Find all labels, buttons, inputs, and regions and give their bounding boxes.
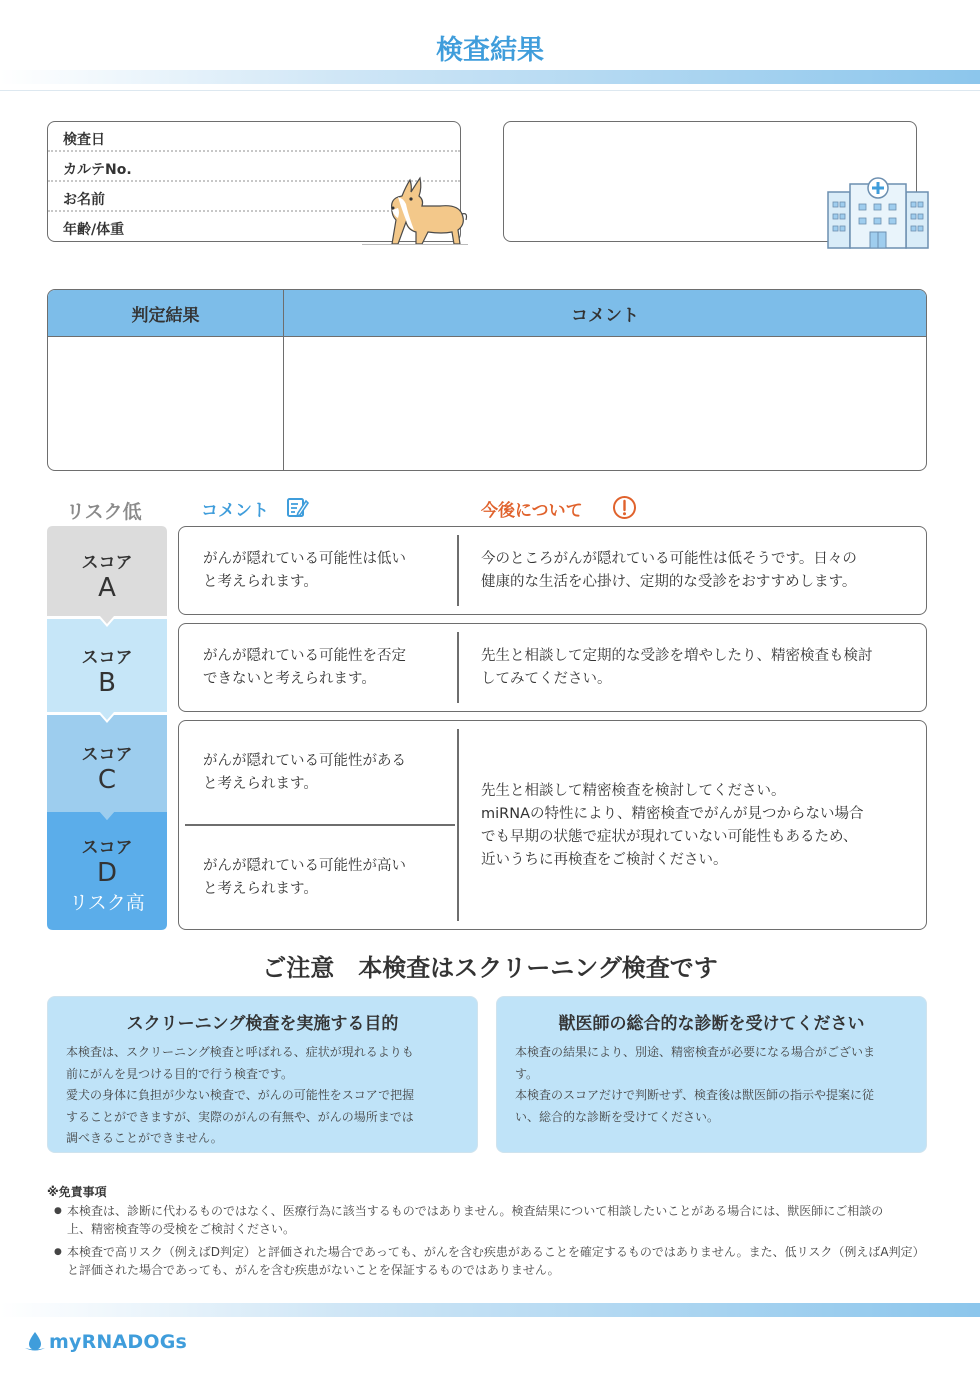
judgement-cell[interactable] — [48, 337, 284, 471]
score-c-value: C — [97, 765, 117, 795]
score-b-comment-line2: できないと考えられます。 — [203, 671, 376, 687]
comment-header: コメント — [571, 305, 639, 326]
score-cd-future-line3: でも早期の状態で症状が現れていない可能性もあるため、 — [481, 829, 858, 845]
top-divider — [0, 90, 980, 91]
screening-purpose-line1: 本検査は、スクリーニング検査と呼ばれる、症状が現れるよりも — [66, 1045, 414, 1059]
droplet-icon — [24, 1331, 46, 1353]
corgi-illustration — [362, 170, 468, 250]
future-column-label: 今後について — [481, 501, 583, 521]
top-gradient-bar — [0, 70, 980, 84]
score-b-label: スコア — [81, 648, 133, 668]
score-d-value: D — [96, 858, 118, 888]
memo-icon — [285, 495, 309, 519]
exam-date-label: 検査日 — [63, 132, 105, 148]
name-label: お名前 — [63, 192, 105, 208]
score-a-row — [178, 526, 927, 615]
age-weight-label: 年齢/体重 — [63, 222, 125, 238]
score-d-comment-line2: と考えられます。 — [203, 881, 318, 897]
score-c — [47, 740, 167, 795]
score-a-value: A — [98, 573, 116, 603]
judgement-table — [47, 289, 927, 471]
risk-high-label: リスク高 — [69, 892, 145, 914]
vet-diagnosis-line2: す。 — [515, 1066, 539, 1081]
exam-date-row[interactable] — [48, 122, 460, 152]
disclaimer-heading: ※免責事項 — [47, 1185, 107, 1199]
score-b-value: B — [98, 668, 116, 698]
score-d — [47, 833, 167, 915]
score-d-label: スコア — [81, 838, 133, 858]
score-d-comment-line1: がんが隠れている可能性が高い — [203, 858, 406, 874]
screening-purpose-line4: することができますが、実際のがんの有無や、がんの場所までは — [66, 1109, 414, 1124]
screening-purpose-title: スクリーニング検査を実施する目的 — [126, 1014, 399, 1034]
risk-low-label: リスク低 — [66, 501, 142, 523]
vet-diagnosis-title: 獣医師の総合的な診断を受けてください — [558, 1014, 865, 1034]
disclaimer-item-2-line1: ● 本検査で高リスク（例えばD判定）と評価された場合であっても、がんを含む疾患があることを確定するものではありません。また、低リスク（例えばA判定） — [67, 1245, 925, 1259]
hospital-icon — [826, 170, 930, 250]
score-a — [47, 548, 167, 603]
vet-diagnosis-line4: い、総合的な診断を受けてください。 — [515, 1109, 720, 1124]
screening-purpose-box — [47, 996, 478, 1153]
score-cd-future-line4: 近いうちに再検査をご検討ください。 — [481, 852, 728, 868]
score-a-future-line2: 健康的な生活を心掛け、定期的な受診をおすすめします。 — [481, 574, 857, 590]
score-a-future-line1: 今のところがんが隠れている可能性は低そうです。日々の — [481, 551, 857, 567]
score-b — [47, 643, 167, 698]
score-b-comment-line1: がんが隠れている可能性を否定 — [203, 648, 406, 664]
comment-column-label: コメント — [201, 501, 269, 521]
score-c-comment-line2: と考えられます。 — [203, 776, 318, 792]
score-b-row — [178, 623, 927, 712]
bottom-gradient-bar — [0, 1303, 980, 1317]
vet-diagnosis-line1: 本検査の結果により、別途、精密検査が必要になる場合がございま — [515, 1045, 876, 1059]
comment-cell[interactable] — [284, 337, 926, 471]
vet-diagnosis-box — [496, 996, 927, 1153]
disclaimer-item-1-line2: 上、精密検査等の受検をご検討ください。 — [67, 1221, 296, 1236]
disclaimer-item-1 — [54, 1203, 934, 1238]
score-cd-future-line1: 先生と相談して精密検査を検討してください。 — [481, 783, 786, 799]
score-b-future-line2: してみてください。 — [481, 671, 612, 687]
score-c-label: スコア — [81, 745, 133, 765]
score-a-label: スコア — [81, 553, 133, 573]
disclaimer-item-1-line1: ● 本検査は、診断に代わるものではなく、医療行為に該当するものではありません。検査結果について相談したいことがある場合には、獣医師にご相談の — [67, 1204, 884, 1218]
disclaimer-item-2-line2: と評価された場合であっても、がんを含む疾患がないことを保証するものではありません。 — [67, 1262, 560, 1277]
exclamation-icon — [612, 495, 637, 520]
disclaimer-item-2 — [54, 1244, 934, 1279]
score-cd-row — [178, 720, 927, 930]
score-a-comment-line1: がんが隠れている可能性は低い — [203, 551, 406, 567]
score-a-comment-line2: と考えられます。 — [203, 574, 318, 590]
brand-logo — [24, 1331, 187, 1353]
notice-title: ご注意 本検査はスクリーニング検査です — [262, 954, 718, 982]
score-c-comment-line1: がんが隠れている可能性がある — [203, 753, 406, 769]
judgement-header: 判定結果 — [48, 290, 284, 336]
screening-purpose-line5: 調べきることができません。 — [66, 1131, 223, 1145]
page-title: 検査結果 — [436, 35, 544, 66]
vet-diagnosis-line3: 本検査のスコアだけで判断せず、検査後は獣医師の指示や提案に従 — [515, 1088, 875, 1102]
screening-purpose-line3: 愛犬の身体に負担が少ない検査で、がんの可能性をスコアで把握 — [66, 1088, 415, 1102]
score-b-future-line1: 先生と相談して定期的な受診を増やしたり、精密検査も検討 — [481, 648, 873, 664]
chart-number-label: カルテNo. — [63, 162, 132, 178]
score-cd-future-line2: miRNAの特性により、精密検査でがんが見つからない場合 — [481, 806, 864, 822]
brand-logo-text: myRNADOGs — [49, 1331, 188, 1353]
screening-purpose-line2: 前にがんを見つける目的で行う検査です。 — [66, 1066, 294, 1081]
